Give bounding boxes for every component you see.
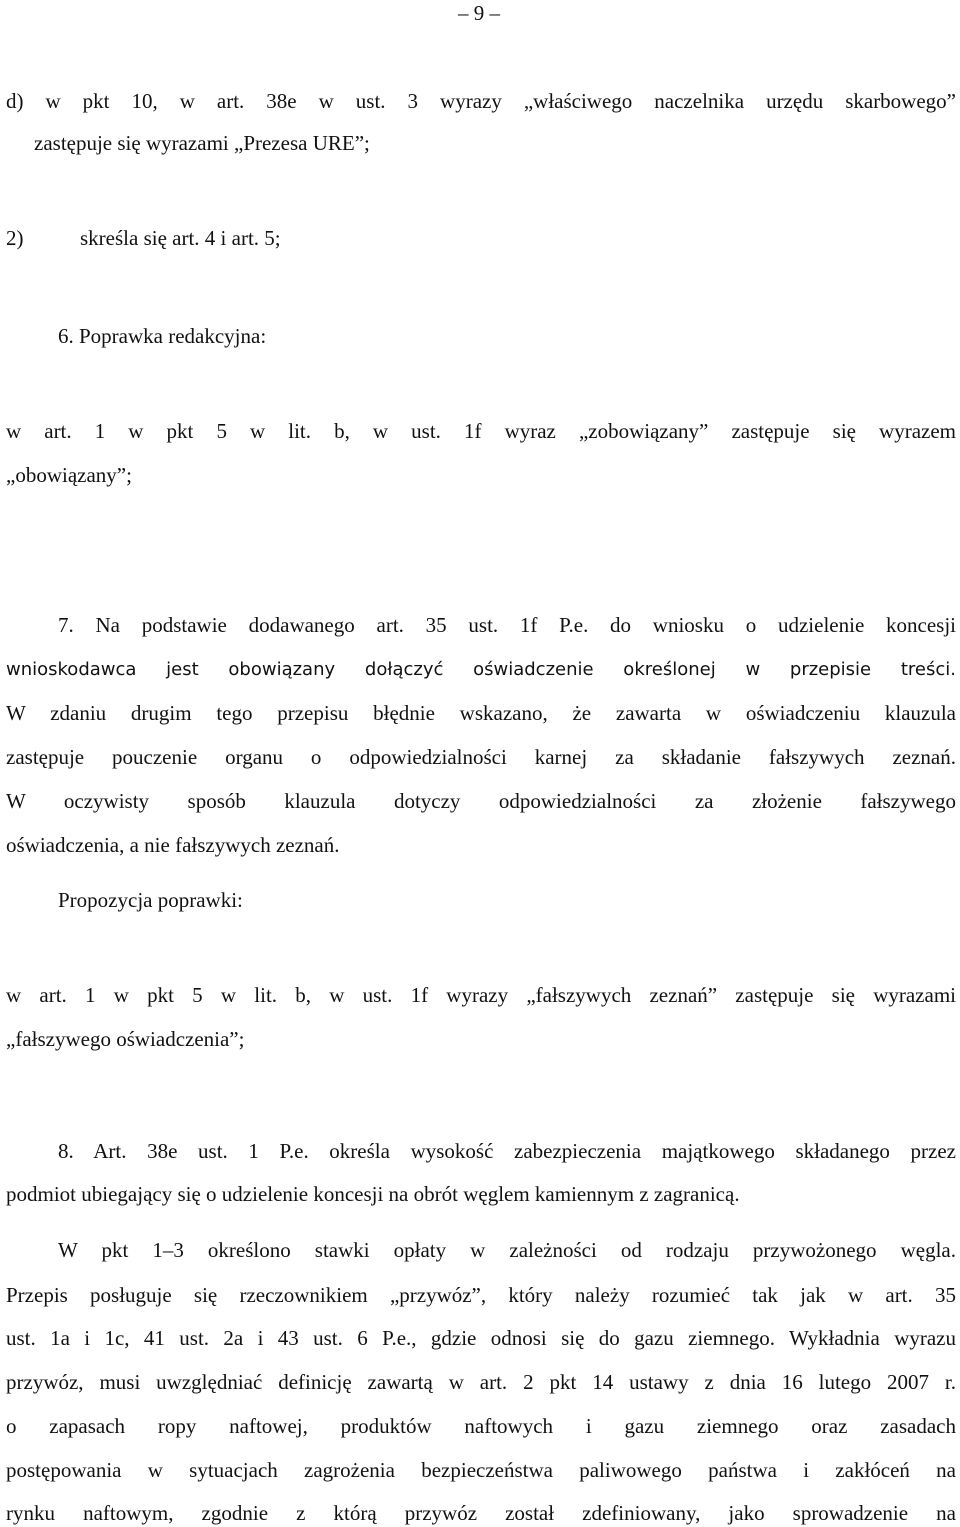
item-6-line-2: „obowiązany”; <box>6 463 132 487</box>
item-2-text: skreśla się art. 4 i art. 5; <box>80 226 281 250</box>
item-6-line-1: w art. 1 w pkt 5 w lit. b, w ust. 1f wyraz „zobowiązany” zastępuje się wyrazem <box>6 419 956 443</box>
item-8-para-2-line-2: Przepis posługuje się rzeczownikiem „przywóz”, który należy rozumieć tak jak w art. 35 <box>6 1283 956 1307</box>
page-number: – 9 – <box>458 1 500 25</box>
item-7-line-4: zastępuje pouczenie organu o odpowiedzialności karnej za składanie fałszywych zeznań. <box>6 745 956 769</box>
item-8-para-2-line-4: przywóz, musi uwzględniać definicję zawartą w art. 2 pkt 14 ustawy z dnia 16 lutego 2007 r. <box>6 1370 956 1394</box>
amendment-d-line-2: zastępuje się wyrazami „Prezesa URE”; <box>34 131 370 155</box>
proposal-line-2: „fałszywego oświadczenia”; <box>6 1027 245 1051</box>
item-8-line-2: podmiot ubiegający się o udzielenie koncesji na obrót węglem kamiennym z zagranicą. <box>6 1182 740 1206</box>
item-7-line-3: W zdaniu drugim tego przepisu błędnie wskazano, że zawarta w oświadczeniu klauzula <box>6 701 956 725</box>
item-7-line-1: 7. Na podstawie dodawanego art. 35 ust. 1f P.e. do wniosku o udzielenie koncesji <box>58 613 956 637</box>
item-7-line-5: W oczywisty sposób klauzula dotyczy odpowiedzialności za złożenie fałszywego <box>6 789 956 813</box>
proposal-line-1: w art. 1 w pkt 5 w lit. b, w ust. 1f wyrazy „fałszywych zeznań” zastępuje się wyrazami <box>6 983 956 1007</box>
item-2-number: 2) <box>6 226 24 250</box>
item-7-line-6: oświadczenia, a nie fałszywych zeznań. <box>6 833 340 857</box>
item-8-para-2-line-1: W pkt 1–3 określono stawki opłaty w zależności od rodzaju przywożonego węgla. <box>58 1238 956 1262</box>
item-8-para-2-line-5: o zapasach ropy naftowej, produktów naftowych i gazu ziemnego oraz zasadach <box>6 1414 956 1438</box>
item-8-para-2-line-6: postępowania w sytuacjach zagrożenia bezpieczeństwa paliwowego państwa i zakłóceń na <box>6 1458 956 1482</box>
amendment-d-line-1: d) w pkt 10, w art. 38e w ust. 3 wyrazy „właściwego naczelnika urzędu skarbowego” <box>6 89 956 113</box>
item-8-para-2-line-7: rynku naftowym, zgodnie z którą przywóz został zdefiniowany, jako sprowadzenie na <box>6 1501 956 1525</box>
item-8-line-1: 8. Art. 38e ust. 1 P.e. określa wysokość zabezpieczenia majątkowego składanego przez <box>58 1139 956 1163</box>
proposal-heading: Propozycja poprawki: <box>58 888 243 912</box>
item-7-line-2: wnioskodawca jest obowiązany dołączyć oświadczenie określonej w przepisie treści. <box>6 659 956 680</box>
item-8-para-2-line-3: ust. 1a i 1c, 41 ust. 2a i 43 ust. 6 P.e., gdzie odnosi się do gazu ziemnego. Wykładnia wyrazu <box>6 1326 956 1350</box>
item-6-heading: 6. Poprawka redakcyjna: <box>58 324 267 348</box>
